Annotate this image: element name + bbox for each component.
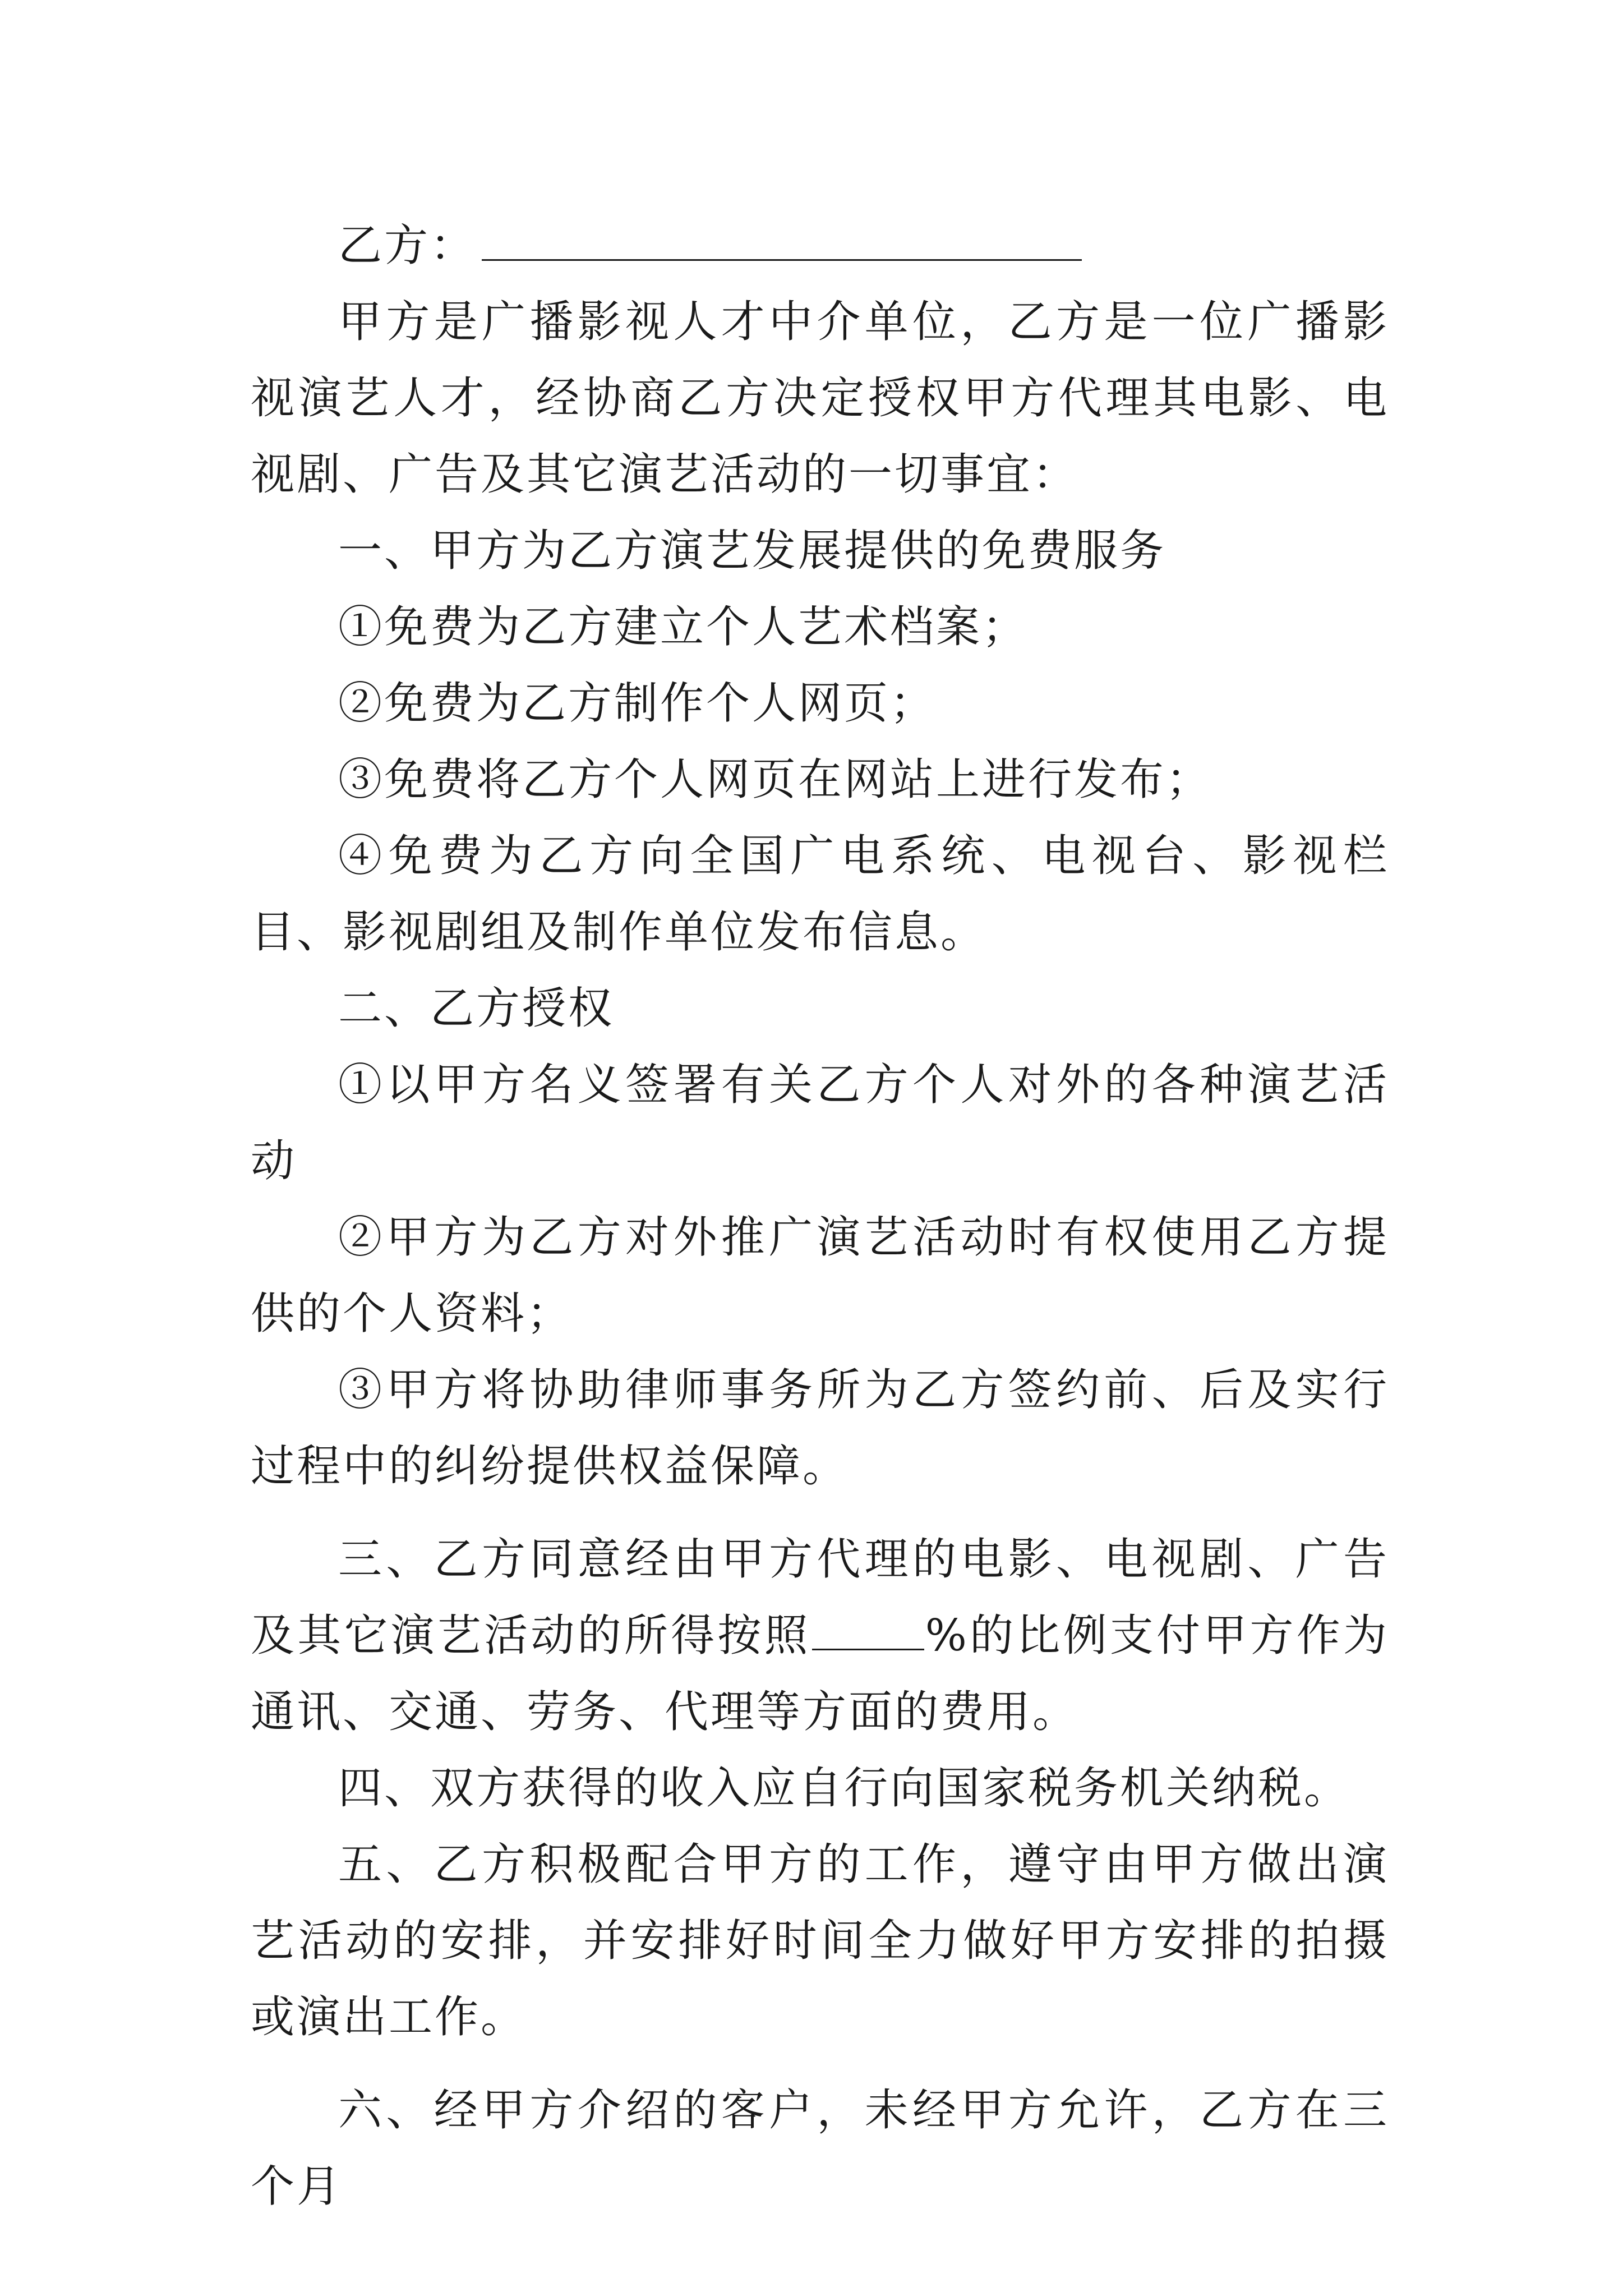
section-3-text-before: 三、乙方同意经由甲方代理的电影、电视剧、广告及其它演艺活动的所得按照: [251, 1534, 1389, 1661]
section-1-item: ②免费为乙方制作个人网页；: [338, 678, 937, 729]
section-2-item: ②甲方为乙方对外推广演艺活动时有权使用乙方提供的个人资料；: [251, 1212, 1389, 1339]
party-b-blank: [482, 257, 1082, 261]
section-2-item: ③甲方将协助律师事务所为乙方签约前、后及实行过程中的纠纷提供权益保障。: [251, 1365, 1389, 1492]
section-3-paragraph: [251, 1521, 1389, 1750]
document-body: [251, 208, 1389, 2225]
section-1-item: ①免费为乙方建立个人艺术档案；: [338, 602, 1029, 652]
party-b-label: 乙方：: [338, 220, 477, 271]
party-b-line: [251, 208, 1389, 284]
percentage-blank: [812, 1646, 924, 1650]
intro-paragraph: 甲方是广播影视人才中介单位，乙方是一位广播影视演艺人才，经协商乙方决定授权甲方代理其电影、电视剧、广告及其它演艺活动的一切事宜：: [251, 297, 1389, 500]
section-5-paragraph: 五、乙方积极配合甲方的工作，遵守由甲方做出演艺活动的安排，并安排好时间全力做好甲方安排的拍摄或演出工作。: [251, 1839, 1389, 2042]
section-1-item: ③免费将乙方个人网页在网站上进行发布；: [338, 754, 1212, 805]
section-3-text-after: %的比例支付甲方作为通讯、交通、劳务、代理等方面的费用。: [251, 1611, 1389, 1737]
section-1-item: ④免费为乙方向全国广电系统、电视台、影视栏目、影视剧组及制作单位发布信息。: [251, 831, 1389, 958]
section-1-title: 一、甲方为乙方演艺发展提供的免费服务: [338, 526, 1166, 576]
section-2-item: ①以甲方名义签署有关乙方个人对外的各种演艺活动: [251, 1060, 1389, 1186]
section-6-paragraph: 六、经甲方介绍的客户，未经甲方允许，乙方在三个月: [251, 2085, 1389, 2212]
section-2-title: 二、乙方授权: [338, 983, 615, 1034]
section-4-paragraph: 四、双方获得的收入应自行向国家税务机关纳税。: [338, 1763, 1350, 1814]
